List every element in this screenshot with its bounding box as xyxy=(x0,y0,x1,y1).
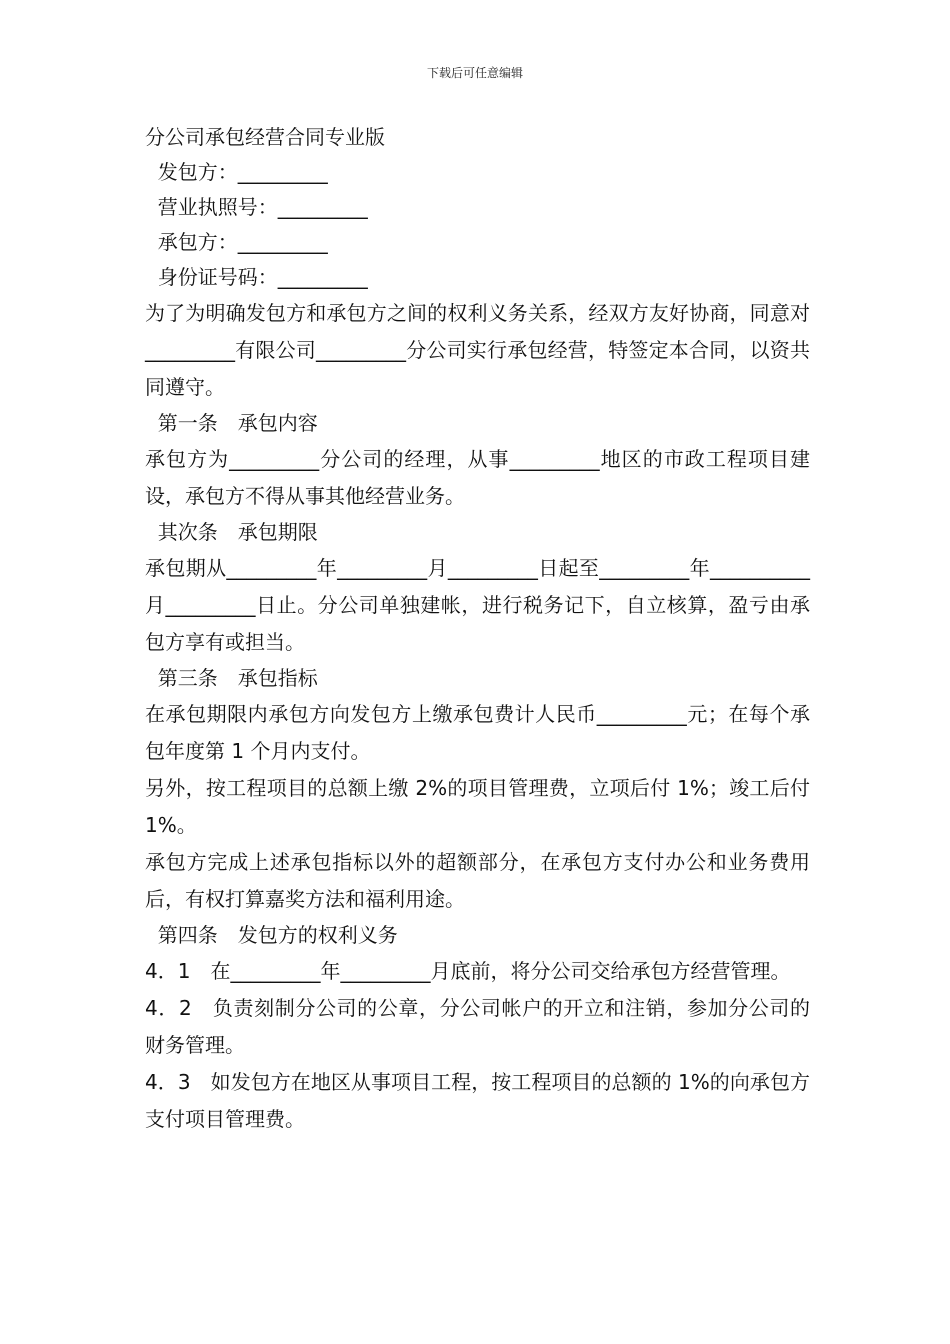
article-1-heading: 第一条 承包内容 xyxy=(145,411,318,435)
article-3-body-1: 在承包期限内承包方向发包方上缴承包费计人民币_________元；在每个承包年度第 1 个月内支付。 xyxy=(145,702,810,763)
intro-paragraph: 为了为明确发包方和承包方之间的权利义务关系，经双方友好协商，同意对_________有限公司_________分公司实行承包经营，特签定本合同，以资共同遵守。 xyxy=(145,301,810,399)
article-4-heading: 第四条 发包方的权利义务 xyxy=(145,923,398,947)
document-body xyxy=(145,120,810,1138)
article-1-body: 承包方为_________分公司的经理，从事_________地区的市政工程项目建设，承包方不得从事其他经营业务。 xyxy=(145,447,810,508)
article-4-2: 4．2 负责刻制分公司的公章，分公司帐户的开立和注销，参加分公司的财务管理。 xyxy=(145,996,810,1057)
field-employer: 发包方：_________ xyxy=(145,160,328,184)
page-header-note: 下载后可任意编辑 xyxy=(426,66,523,80)
article-4-3: 4．3 如发包方在地区从事项目工程，按工程项目的总额的 1%的向承包方支付项目管理费。 xyxy=(145,1070,810,1131)
field-id-number: 身份证号码：_________ xyxy=(145,265,368,289)
field-contractor: 承包方：_________ xyxy=(145,230,328,254)
document-title: 分公司承包经营合同专业版 xyxy=(145,125,385,149)
article-3-body-2: 另外，按工程项目的总额上缴 2%的项目管理费，立项后付 1%；竣工后付 1%。 xyxy=(145,776,810,837)
article-2-heading: 其次条 承包期限 xyxy=(145,520,318,544)
article-4-1: 4．1 在_________年_________月底前，将分公司交给承包方经营管理。 xyxy=(145,959,791,983)
article-3-heading: 第三条 承包指标 xyxy=(145,666,318,690)
field-license-number: 营业执照号：_________ xyxy=(145,195,368,219)
article-3-body-3: 承包方完成上述承包指标以外的超额部分，在承包方支付办公和业务费用后，有权打算嘉奖方法和福利用途。 xyxy=(145,850,810,911)
article-2-body: 承包期从_________年_________月_________日起至_________年__________月_________日止。分公司单独建帐，进行税务记下，自立核算，盈亏由承包方享有或担当。 xyxy=(145,556,810,654)
